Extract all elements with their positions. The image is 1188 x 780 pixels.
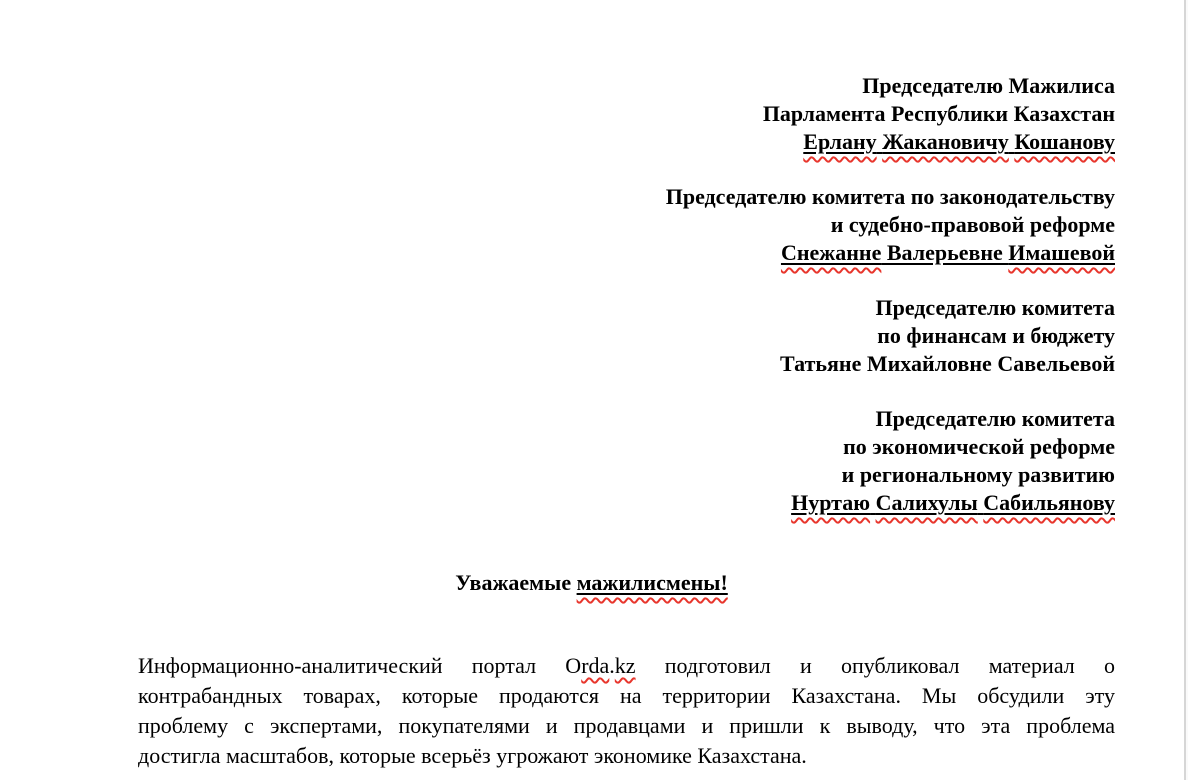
body-line [138,711,1115,741]
text-run: Валерьевне [881,240,1009,265]
text-run: Председателю комитета [875,406,1115,431]
address-line [138,239,1115,267]
body-line [138,681,1115,711]
address-line [138,350,1115,378]
document-content [138,72,1115,771]
underlined-name [791,490,1115,515]
body-paragraph [138,651,1115,771]
misspelled-word: Нуртаю [791,490,871,515]
misspelled-word: rda [581,653,610,678]
address-line [138,72,1115,100]
text-run: Татьяне Михайловне Савельевой [780,351,1115,376]
misspelled-word: Сабильянову [983,490,1115,515]
misspelled-word: Салихулы [875,490,978,515]
text-run: по финансам и бюджету [877,323,1115,348]
text-run: по экономической реформе [843,434,1115,459]
text-run: Председателю Мажилиса [862,73,1115,98]
address-line [138,128,1115,156]
address-block [138,72,1115,156]
text-run: Уважаемые [455,570,577,595]
text-run: . [609,653,615,678]
body-line [138,651,1115,681]
underlined-name [781,240,1115,265]
text-run: и региональному развитию [841,462,1115,487]
misspelled-word: Жакановичу [882,129,1009,154]
misspelled-word: Ерлану [803,129,877,154]
address-line [138,489,1115,517]
address-line [138,433,1115,461]
misspelled-word: мажилисмены! [576,570,728,595]
address-block [138,183,1115,267]
misspelled-word: Имашевой [1008,240,1115,265]
misspelled-word: kz [614,653,636,678]
underlined-text [577,570,728,595]
address-line [138,100,1115,128]
text-run: достигла масштабов, которые всерьёз угрожают экономике Казахстана. [138,743,807,768]
address-block [138,294,1115,378]
text-run: Парламента Республики Казахстан [762,101,1115,126]
address-line [138,294,1115,322]
text-run: Председателю комитета по законодательству [665,184,1115,209]
address-line [138,211,1115,239]
misspelled-word: Кошанову [1014,129,1115,154]
salutation [138,569,1115,597]
address-line [138,322,1115,350]
text-run: и судебно-правовой реформе [830,212,1115,237]
address-line [138,405,1115,433]
address-blocks [138,72,1115,544]
text-run: Председателю комитета [875,295,1115,320]
text-run: подготовил и опубликовал материал о [635,653,1115,678]
text-run: контрабандных товарах, которые продаются на территории Казахстана. Мы обсудили эту [138,683,1115,708]
body-line [138,741,1115,771]
underlined-name [803,129,1115,154]
misspelled-word: Снежанне [780,240,882,265]
address-line [138,183,1115,211]
address-block [138,405,1115,517]
text-run: Информационно-аналитический портал O [138,653,582,678]
address-line [138,461,1115,489]
text-run: проблему с экспертами, покупателями и продавцами и пришли к выводу, что эта проблема [138,713,1115,738]
